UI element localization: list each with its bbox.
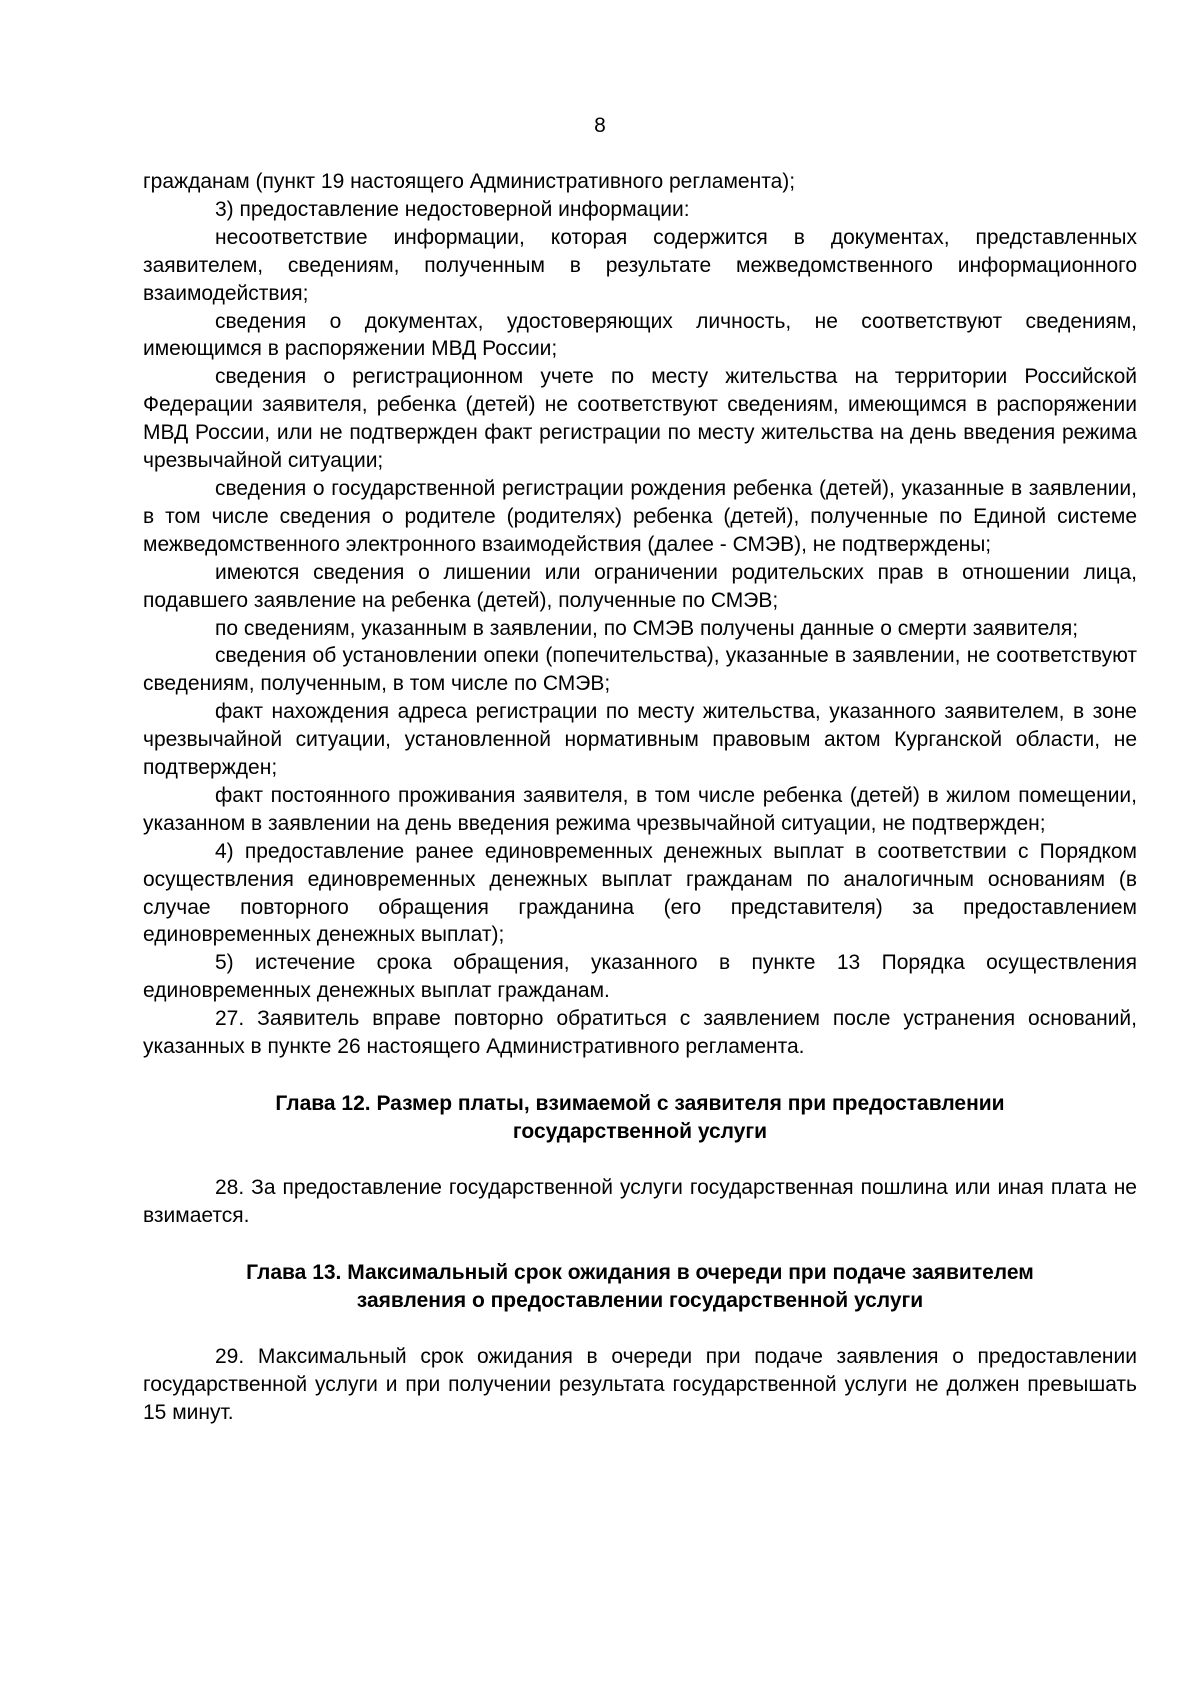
chapter-12-paragraph: 28. За предоставление государственной услуги государственная пошлина или иная плата не взимается. [143,1176,1137,1227]
paragraph: 27. Заявитель вправе повторно обратиться с заявлением после устранения оснований, указанных в пункте 26 настоящего Административного регламента. [143,1007,1137,1059]
paragraph: сведения о государственной регистрации рождения ребенка (детей), указанные в заявлении, в том числе сведения о родителе (родителях) ребенка (детей), полученные по Единой системе межведомственного электронного взаимодействия (далее - СМЭВ), не подтверждены; [143,476,1137,556]
chapter-12-heading: Глава 12. Размер платы, взимаемой с заявителя при предоставлении государственной услуги [275,1092,1005,1143]
document-body [143,168,1137,1427]
paragraph: 5) истечение срока обращения, указанного в пункте 13 Порядка осуществления единовременных денежных выплат гражданам. [143,951,1137,1003]
chapter-13-heading: Глава 13. Максимальный срок ожидания в очереди при подаче заявителем заявления о предоставлении государственной услуги [246,1260,1034,1312]
paragraph: 3) предоставление недостоверной информации: [215,197,690,221]
chapter-13-paragraph: 29. Максимальный срок ожидания в очереди при подаче заявления о предоставлении государственной услуги и при получении результата государственной услуги не должен превышать 15 минут. [143,1344,1137,1424]
paragraph: сведения о регистрационном учете по месту жительства на территории Российской Федерации заявителя, ребенка (детей) не соответствуют сведениям, имеющимся в распоряжении МВД России, или не подтвержден факт регистрации по месту жительства на день введения режима чрезвычайной ситуации; [143,365,1137,473]
paragraph: по сведениям, указанным в заявлении, по СМЭВ получены данные о смерти заявителя; [215,616,1079,640]
paragraph: гражданам (пункт 19 настоящего Административного регламента); [143,170,796,193]
paragraph: несоответствие информации, которая содержится в документах, представленных заявителем, сведениям, полученным в результате межведомственного информационного взаимодействия; [143,225,1137,305]
paragraph: 4) предоставление ранее единовременных денежных выплат в соответствии с Порядком осуществления единовременных денежных выплат гражданам по аналогичным основаниям (в случае повторного обращения гражданина (его представителя) за предоставлением единовременных денежных выплат); [143,839,1137,947]
paragraph: факт нахождения адреса регистрации по месту жительства, указанного заявителем, в зоне чрезвычайной ситуации, установленной нормативным правовым актом Курганской области, не подтвержден; [143,700,1137,780]
page-number: 8 [594,114,606,137]
paragraph: имеются сведения о лишении или ограничении родительских прав в отношении лица, подавшего заявление на ребенка (детей), полученные по СМЭВ; [143,560,1137,612]
paragraph: сведения об установлении опеки (попечительства), указанные в заявлении, не соответствуют сведениям, полученным, в том числе по СМЭВ; [143,644,1137,696]
paragraph: сведения о документах, удостоверяющих личность, не соответствуют сведениям, имеющимся в распоряжении МВД России; [143,309,1137,361]
paragraph: факт постоянного проживания заявителя, в том числе ребенка (детей) в жилом помещении, указанном в заявлении на день введения режима чрезвычайной ситуации, не подтвержден; [143,783,1137,835]
